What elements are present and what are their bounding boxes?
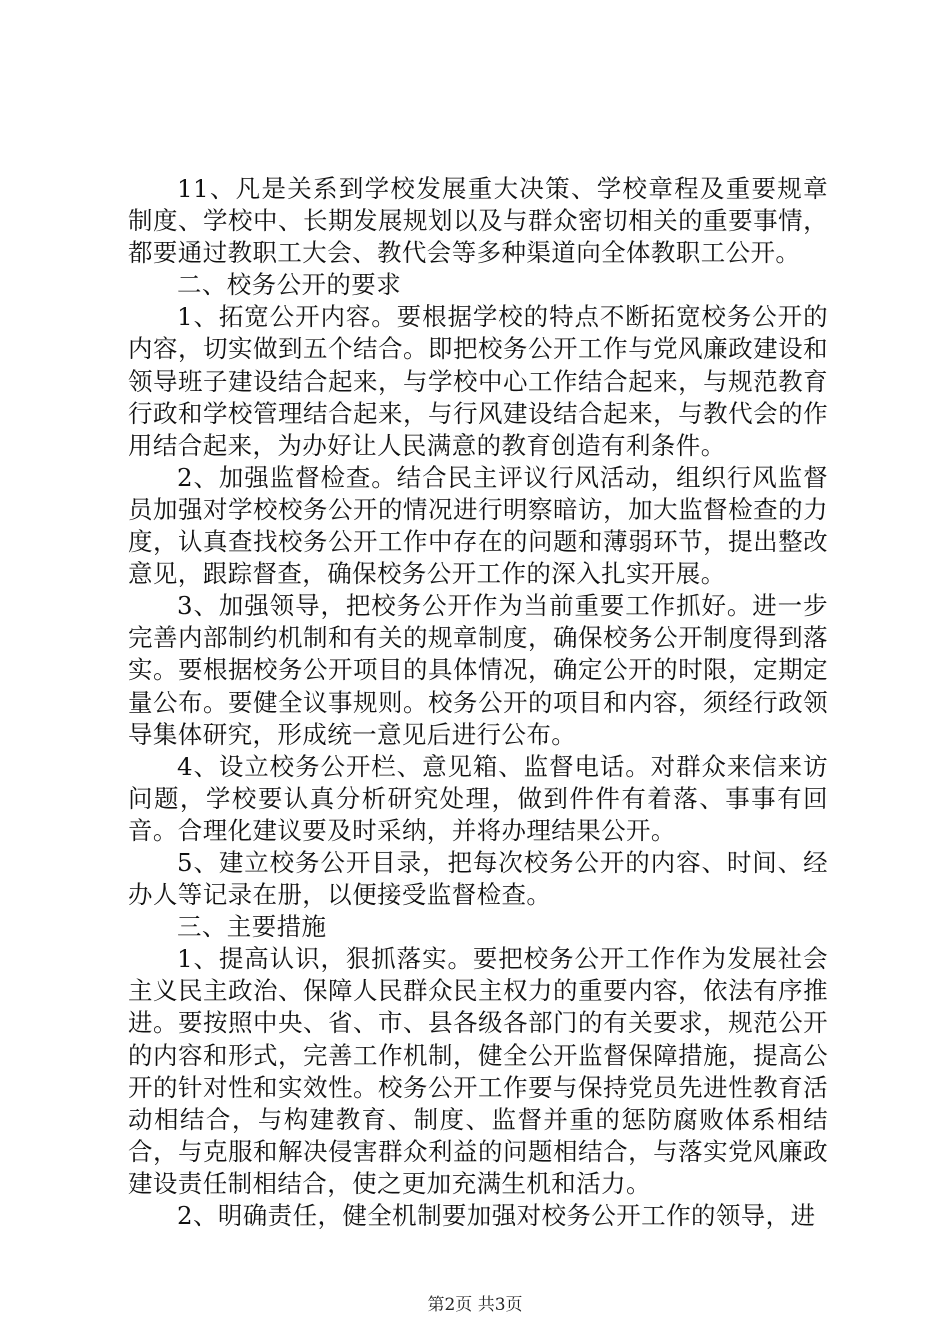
paragraph-leadership: 3、加强领导，把校务公开作为当前重要工作抓好。进一步完善内部制约机制和有关的规章制度，确保校务公开制度得到落实。要根据校务公开项目的具体情况，确定公开的时限，定期定量公布。要健全议事规则。校务公开的项目和内容，须经行政领导集体研究，形成统一意见后进行公布。 xyxy=(128,591,828,749)
section-heading-measures: 三、主要措施 xyxy=(177,912,327,942)
paragraph-item-11: 11、凡是关系到学校发展重大决策、学校章程及重要规章制度、学校中、长期发展规划以及与群众密切相关的重要事情，都要通过教职工大会、教代会等多种渠道向全体教职工公开。 xyxy=(128,174,828,268)
page-number-footer: 第2页 共3页 xyxy=(427,1295,523,1315)
paragraph-responsibility: 2、明确责任，健全机制要加强对校务公开工作的领导，进 xyxy=(177,1201,816,1230)
section-heading-requirements: 二、校务公开的要求 xyxy=(177,270,402,300)
paragraph-bulletin-board: 4、设立校务公开栏、意见箱、监督电话。对群众来信来访问题，学校要认真分析研究处理，做到件件有着落、事事有回音。合理化建议要及时采纳，并将办理结果公开。 xyxy=(128,751,828,845)
paragraph-awareness: 1、提高认识，狠抓落实。要把校务公开工作作为发展社会主义民主政治、保障人民群众民主权力的重要内容，依法有序推进。要按照中央、省、市、县各级各部门的有关要求，规范公开的内容和形式，完善工作机制，健全公开监督保障措施，提高公开的针对性和实效性。校务公开工作要与保持党员先进性教育活动相结合，与构建教育、制度、监督并重的惩防腐败体系相结合，与克服和解决侵害群众利益的问题相结合，与落实党风廉政建设责任制相结合，使之更加充满生机和活力。 xyxy=(128,944,828,1198)
paragraph-catalog: 5、建立校务公开目录，把每次校务公开的内容、时间、经办人等记录在册，以便接受监督检查。 xyxy=(128,847,828,910)
paragraph-expand-content: 1、拓宽公开内容。要根据学校的特点不断拓宽校务公开的内容，切实做到五个结合。即把校务公开工作与党风廉政建设和领导班子建设结合起来，与学校中心工作结合起来，与规范教育行政和学校管理结合起来，与行风建设结合起来，与教代会的作用结合起来，为办好让人民满意的教育创造有利条件。 xyxy=(128,302,828,460)
document-body xyxy=(128,173,828,1232)
paragraph-supervision: 2、加强监督检查。结合民主评议行风活动，组织行风监督员加强对学校校务公开的情况进行明察暗访，加大监督检查的力度，认真查找校务公开工作中存在的问题和薄弱环节，提出整改意见，跟踪督查，确保校务公开工作的深入扎实开展。 xyxy=(128,462,828,589)
